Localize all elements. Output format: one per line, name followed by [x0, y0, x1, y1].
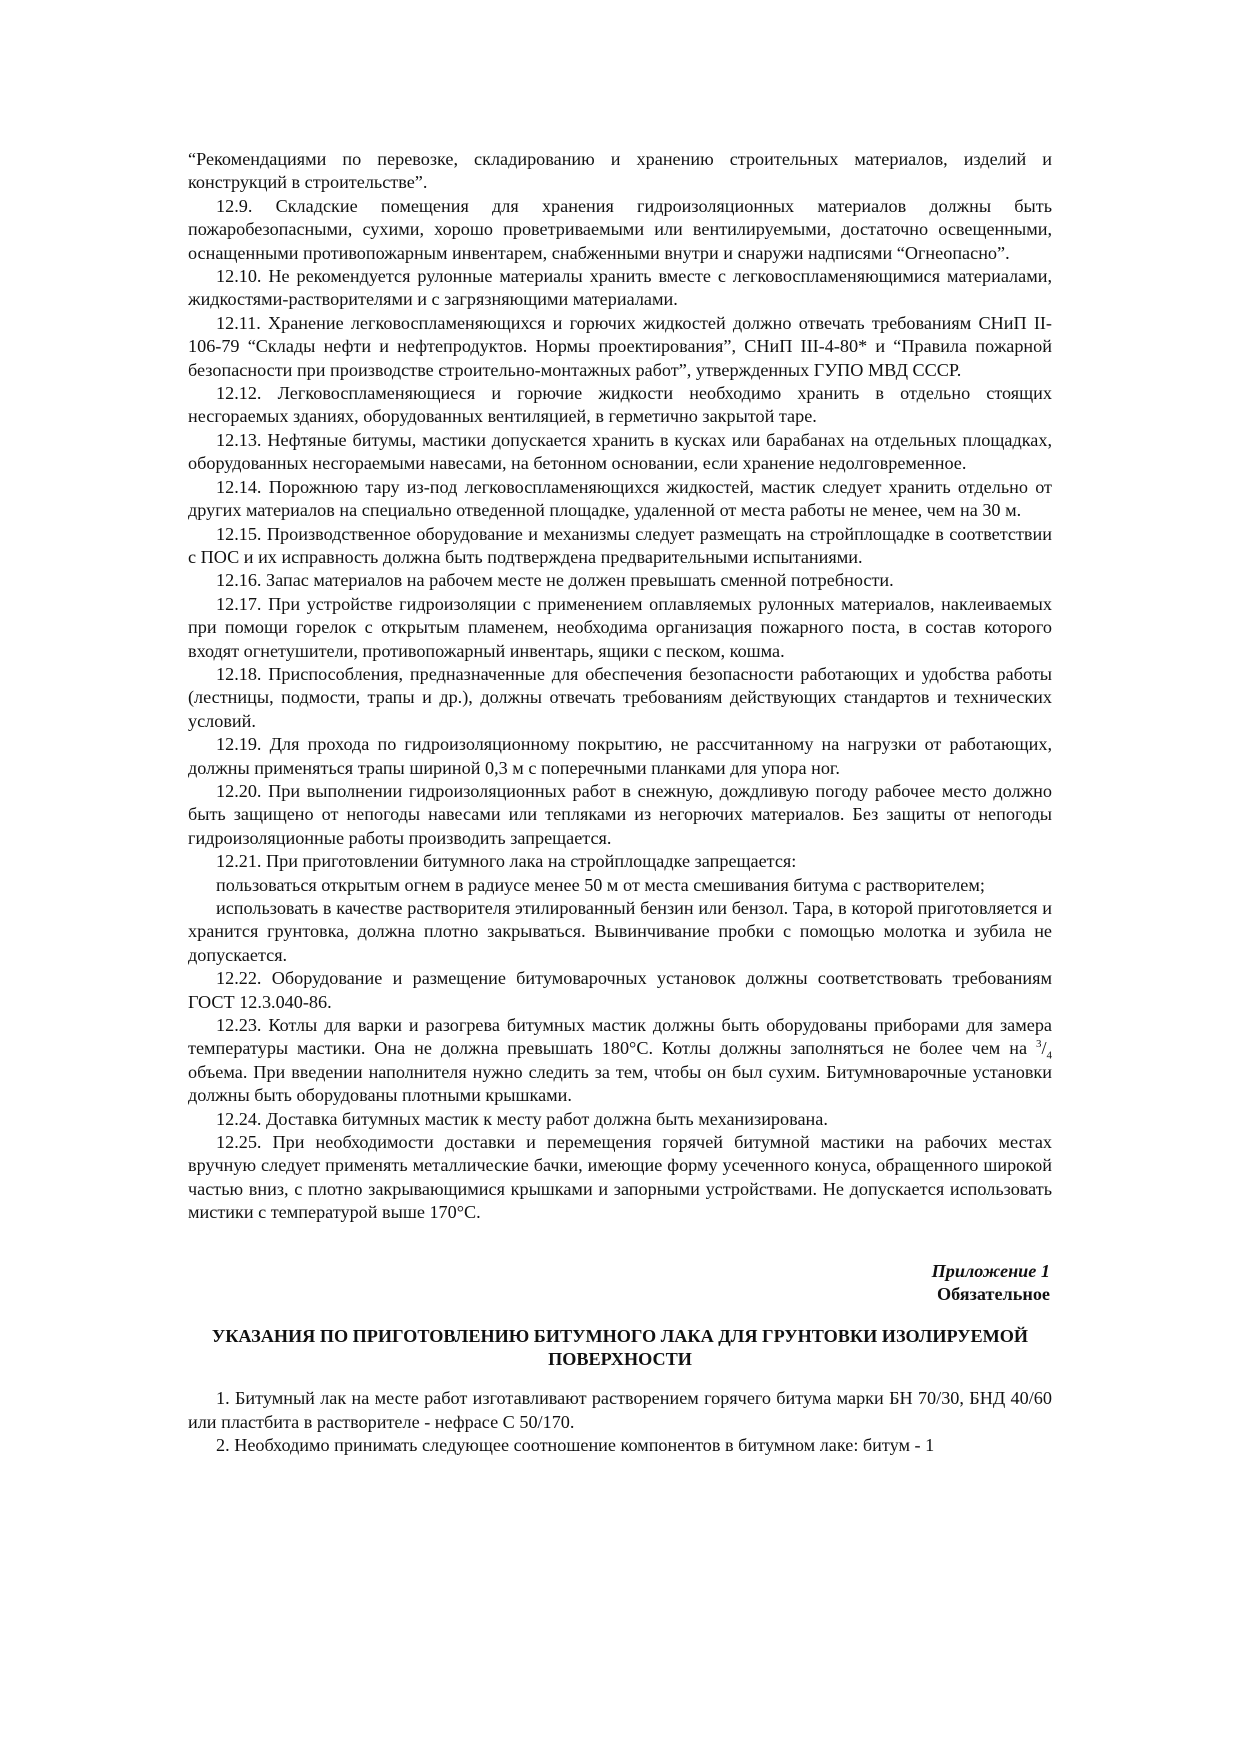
paragraph-12-25: 12.25. При необходимости доставки и перемещения горячей битумной мастики на рабочих местах вручную следует применять металлические бачки, имеющие форму усеченного конуса, обращенного широкой частью вниз, с плотно закрывающимися крышками и запорными устройствами. Не допускается использовать мистики с температурой выше 170°С. — [188, 1132, 1052, 1223]
appendix-title: Приложение 1 — [931, 1260, 1050, 1281]
paragraph-12-19: 12.19. Для прохода по гидроизоляционному покрытию, не рассчитанному на нагрузки от работающих, должны применяться трапы шириной 0,3 м с поперечными планками для упора ног. — [188, 734, 1052, 778]
paragraph-12-17: 12.17. При устройстве гидроизоляции с применением оплавляемых рулонных материалов, наклеиваемых при помощи горелок с открытым пламенем, необходима организация пожарного поста, в состав которого входят огнетушители, противопожарный инвентарь, ящики с песком, кошма. — [188, 593, 1052, 661]
section-paragraph-1: 1. Битумный лак на месте работ изготавливают растворением горячего битума марки БН 70/30, БНД 40/60 или пластбита в растворителе - нефрасе С 50/170. — [188, 1388, 1052, 1432]
paragraph-12-9: 12.9. Складские помещения для хранения гидроизоляционных материалов должны быть пожаробезопасными, сухими, хорошо проветриваемыми или вентилируемыми, достаточно освещенными, оснащенными противопожарным инвентарем, снабженными внутри и снаружи надписями “Огнеопасно”. — [188, 195, 1052, 263]
paragraph-intro: “Рекомендациями по перевозке, складированию и хранению строительных материалов, изделий и конструкций в строительстве”. — [188, 149, 1052, 193]
paragraph-12-23 — [188, 1014, 1052, 1108]
paragraph-12-15: 12.15. Производственное оборудование и механизмы следует размещать на стройплощадке в соответствии с ПОС и их исправность должна быть подтверждена предварительными испытаниями. — [188, 523, 1052, 567]
appendix-status: Обязательное — [936, 1284, 1050, 1305]
paragraph-12-13: 12.13. Нефтяные битумы, мастики допускается хранить в кусках или барабанах на отдельных площадках, оборудованных несгораемыми навесами, на бетонном основании, если хранение недолговременное. — [188, 429, 1052, 474]
paragraph-12-11: 12.11. Хранение легковоспламеняющихся и горючих жидкостей должно отвечать требованиям СНиП II-106-79 “Склады нефти и нефтепродуктов. Нормы проектирования”, СНиП III-4-80* и “Правила пожарной безопасности при производстве строительно-монтажных работ”, утвержденных ГУПО МВД СССР. — [188, 312, 1052, 380]
fraction-denominator: 4 — [1046, 1050, 1052, 1063]
paragraph-12-22: 12.22. Оборудование и размещение битумоварочных установок должны соответствовать требованиям ГОСТ 12.3.040-86. — [188, 968, 1052, 1012]
paragraph-12-21: 12.21. При приготовлении битумного лака на стройплощадке запрещается: — [216, 851, 797, 872]
document-page — [188, 148, 1052, 1458]
paragraph-12-12: 12.12. Легковоспламеняющиеся и горючие жидкости необходимо хранить в отдельно стоящих несгораемых зданиях, оборудованных вентиляцией, в герметично закрытой таре. — [188, 383, 1052, 427]
paragraph-12-16: 12.16. Запас материалов на рабочем месте не должен превышать сменной потребности. — [216, 570, 894, 591]
section-body — [188, 1387, 1052, 1457]
paragraph-12-20: 12.20. При выполнении гидроизоляционных работ в снежную, дождливую погоду рабочее место должно быть защищено от непогоды навесами или тепляками из негорючих материалов. Без защиты от непогоды гидроизоляционные работы производить запрещается. — [188, 780, 1052, 848]
paragraph-12-14: 12.14. Порожнюю тару из-под легковоспламеняющихся жидкостей, мастик следует хранить отдельно от других материалов на специально отведенной площадке, удаленной от места работы не менее, чем на 30 м. — [188, 476, 1052, 521]
paragraph-12-21-item-2: использовать в качестве растворителя этилированный бензин или бензол. Тара, в которой приготовляется и хранится грунтовка, должна плотно закрываться. Вывинчивание пробки с помощью молотка и зубила не допускается. — [188, 898, 1052, 965]
paragraph-12-23-text-before: 12.23. Котлы для варки и разогрева битумных мастик должны быть оборудованы приборами для замера температуры мастики. Она не должна превышать 180°С. Котлы должны заполняться не более чем на — [188, 1015, 1052, 1059]
section-heading: УКАЗАНИЯ ПО ПРИГОТОВЛЕНИЮ БИТУМНОГО ЛАКА ДЛЯ ГРУНТОВКИ ИЗОЛИРУЕМОЙ ПОВЕРХНОСТИ — [211, 1325, 1029, 1369]
section-paragraph-2: 2. Необходимо принимать следующее соотношение компонентов в битумном лаке: битум - 1 — [216, 1435, 935, 1456]
paragraph-12-21-item-1: пользоваться открытым огнем в радиусе менее 50 м от места смешивания битума с растворителем; — [216, 874, 985, 895]
fraction-numerator: 3 — [1035, 1038, 1042, 1051]
fraction-separator: / — [1041, 1038, 1047, 1059]
appendix-label — [188, 1260, 1052, 1307]
paragraph-12-24: 12.24. Доставка битумных мастик к месту работ должна быть механизирована. — [216, 1108, 828, 1129]
paragraph-12-18: 12.18. Приспособления, предназначенные для обеспечения безопасности работающих и удобства работы (лестницы, подмости, трапы и др.), должны отвечать требованиям действующих стандартов и технических условий. — [188, 663, 1052, 731]
paragraph-12-10: 12.10. Не рекомендуется рулонные материалы хранить вместе с легковоспламеняющимися материалами, жидкостями-растворителями и с загрязняющими материалами. — [188, 266, 1052, 310]
paragraph-12-23-text-after: объема. При введении наполнителя нужно следить за тем, чтобы он был сухим. Битумноварочные установки должны быть оборудованы плотными крышками. — [188, 1061, 1052, 1106]
